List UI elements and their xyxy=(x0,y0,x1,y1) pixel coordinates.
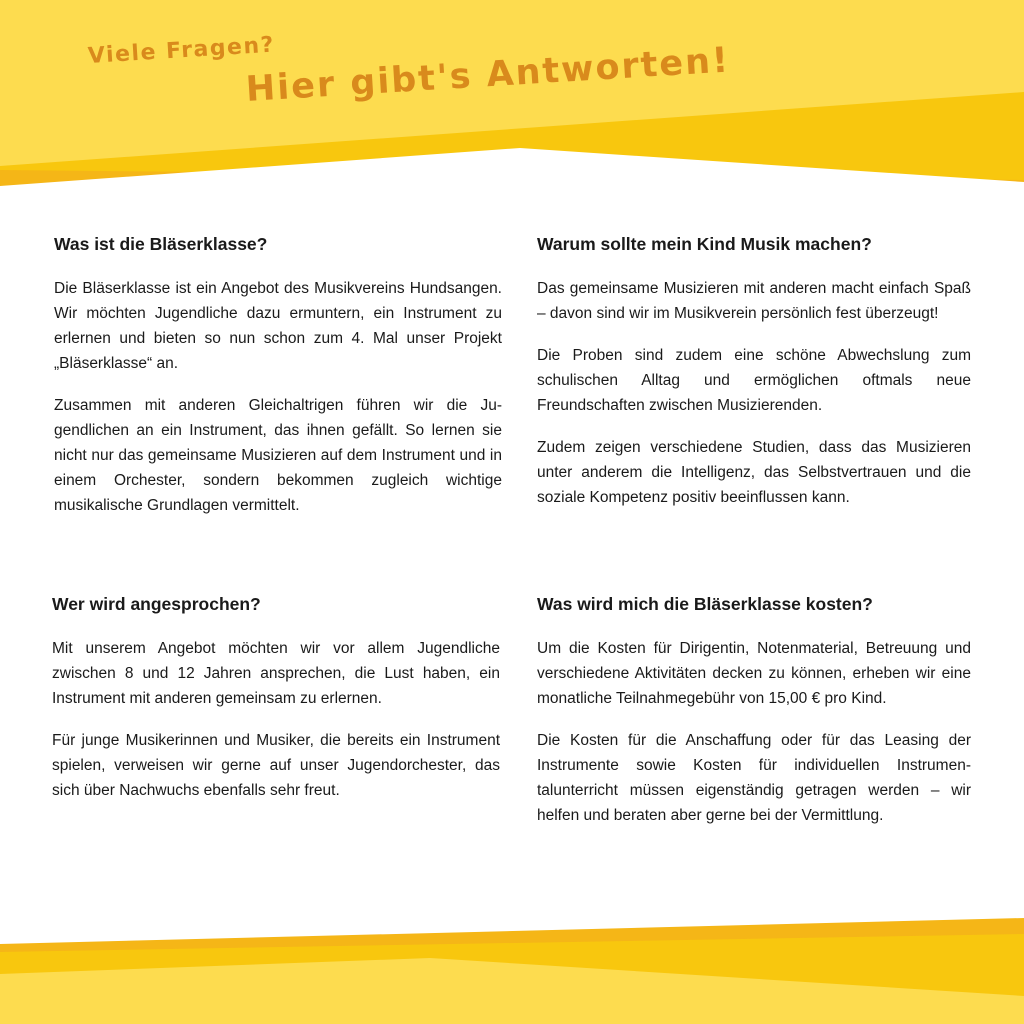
section-paragraph: Das gemeinsame Musizieren mit anderen macht einfach Spaß – davon sind wir im Musikverein persönlich fest überzeugt! xyxy=(537,280,971,322)
section-paragraph: Die Kosten für die Anschaffung oder für das Leasing der Instrumente sowie Kosten für individuellen Instrumentalunterricht müssen eigenständig getragen werden – wir helfen und beraten aber gerne bei der Vermittlung. xyxy=(537,732,971,824)
faq-section-costs xyxy=(537,592,971,845)
faq-section-why-music xyxy=(537,232,971,527)
faq-section-audience xyxy=(52,592,500,820)
section-paragraph: Zusammen mit anderen Gleichaltrigen führen wir die Jugendlichen an ein Instrument, das ihnen gefällt. So lernen sie nicht nur das gemeinsame Musizieren auf dem Instrument und in einem Orchester, sondern bekommen zugleich wichtige musikalische Grundlagen vermittelt. xyxy=(54,397,502,514)
section-paragraph: Die Bläserklasse ist ein Angebot des Musikvereins Hundsangen. Wir möchten Jugendliche dazu ermuntern, ein Instrument zu erlernen und bieten so nun schon zum 4. Mal unser Projekt „Bläserklasse“ an. xyxy=(54,280,502,372)
headline-line-2: Hier gibt's Antworten! xyxy=(244,40,732,110)
section-paragraph: Für junge Musikerinnen und Musiker, die bereits ein Instrument spielen, verweisen wir gerne auf unser Jugendorchester, das sich über Nachwuchs ebenfalls sehr freut. xyxy=(52,732,500,799)
headline xyxy=(0,0,1024,160)
faq-section-what-is xyxy=(54,232,502,535)
headline-line-1: Viele Fragen? xyxy=(87,32,276,69)
section-title: Was ist die Bläserklasse? xyxy=(54,234,268,254)
section-title: Warum sollte mein Kind Musik machen? xyxy=(537,234,872,254)
section-paragraph: Um die Kosten für Dirigentin, Notenmaterial, Betreuung und verschiedene Aktivitäten decken zu können, erheben wir eine monatliche Teilnahmegebühr von 15,00 € pro Kind. xyxy=(537,640,971,707)
section-paragraph: Zudem zeigen verschiedene Studien, dass das Musizieren unter anderem die Intelligenz, das Selbstvertrauen und die soziale Kompetenz positiv beeinflussen kann. xyxy=(537,439,971,506)
section-paragraph: Mit unserem Angebot möchten wir vor allem Jugendliche zwischen 8 und 12 Jahren ansprechen, die Lust haben, ein Instrument mit anderen gemeinsam zu erlernen. xyxy=(52,640,500,707)
section-title: Wer wird angesprochen? xyxy=(52,594,261,614)
section-paragraph: Die Proben sind zudem eine schöne Abwechslung zum schulischen Alltag und ermöglichen oftmals neue Freundschaften zwischen Musizierenden. xyxy=(537,347,971,414)
section-title: Was wird mich die Bläserklasse kosten? xyxy=(537,594,873,614)
